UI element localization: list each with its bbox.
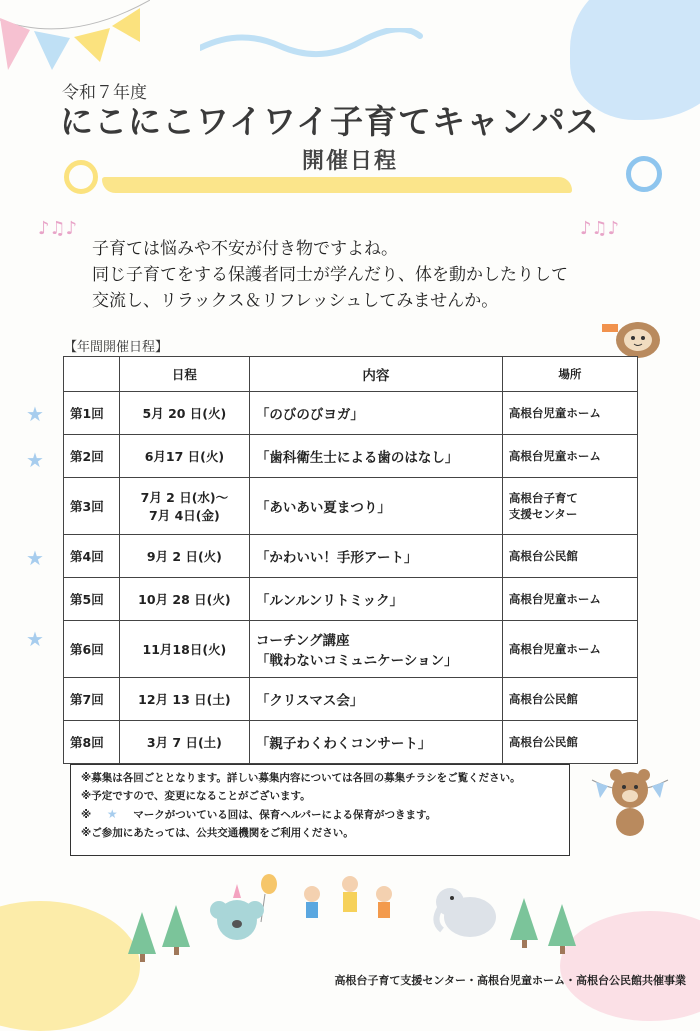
music-notes-icon: ♪♫♪ (38, 218, 78, 239)
table-row (64, 435, 638, 478)
tree-trunk (522, 940, 527, 948)
cell-date-line: 11月18日(火) (142, 642, 227, 657)
header-date: 日程 (119, 357, 249, 392)
cell-content (249, 721, 502, 764)
note-line: ※ご参加にあたっては、公共交通機関をご利用ください。 (81, 827, 354, 839)
tree-trunk (140, 954, 145, 962)
star-icon: ★ (94, 807, 130, 821)
star-icon: ★ (26, 448, 44, 472)
cell-session-number: 第2回 (64, 435, 120, 478)
cell-place-line: 高根台児童ホーム (508, 406, 601, 420)
decor-yellow-blob (0, 901, 140, 1031)
table-row (64, 621, 638, 678)
cell-content (249, 435, 502, 478)
note-prefix: ※ (81, 809, 92, 821)
cell-content-line: 「親子わくわくコンサート」 (255, 736, 432, 752)
intro-text (92, 236, 568, 314)
cell-date (119, 435, 249, 478)
cell-date-line: 9月 2 日(火) (146, 549, 222, 564)
bear-illustration (590, 760, 670, 840)
cell-date-line: 7月 2 日(水)～ (140, 490, 229, 505)
fiscal-year: 令和７年度 (62, 83, 147, 103)
cell-content-line: 「ルンルンリトミック」 (255, 593, 404, 609)
cell-session-number: 第7回 (64, 678, 120, 721)
tree-trunk (174, 947, 179, 955)
cell-date-line: 6月17 日(火) (144, 449, 225, 464)
cell-date-line: 10月 28 日(火) (138, 592, 231, 607)
cell-date-line: 5月 20 日(火) (142, 406, 227, 421)
brush-underline (102, 177, 572, 193)
star-icon: ★ (26, 546, 44, 570)
cell-place-line: 高根台子育て (508, 491, 578, 505)
intro-line: 子育ては悩みや不安が付き物ですよね。 (92, 239, 398, 259)
cell-content-line: 「戦わないコミュニケーション」 (255, 653, 458, 669)
cell-content (249, 478, 502, 535)
cell-date (119, 535, 249, 578)
children-illustration (298, 872, 403, 932)
cell-content (249, 578, 502, 621)
cell-date (119, 578, 249, 621)
cell-place (502, 578, 637, 621)
cell-content-line: 「クリスマス会」 (255, 693, 364, 709)
cell-place-line: 高根台公民館 (508, 735, 578, 749)
cell-place (502, 435, 637, 478)
table-row (64, 578, 638, 621)
note-line (81, 805, 559, 824)
page-title: にこにこワイワイ子育てキャンパス (60, 102, 600, 141)
tree-illustration (510, 898, 538, 940)
intro-line: 同じ子育てをする保護者同士が学んだり、体を動かしたりして (92, 265, 568, 285)
cell-date (119, 478, 249, 535)
elephant-illustration (430, 872, 510, 952)
cell-date-line: 7月 4日(金) (149, 508, 220, 523)
cell-content-line: 「かわいい！手形アート」 (255, 550, 418, 566)
table-row (64, 535, 638, 578)
table-header-row (64, 357, 638, 392)
table-row (64, 678, 638, 721)
tree-illustration (128, 912, 156, 954)
cell-date-line: 3月 7 日(土) (146, 735, 222, 750)
decor-pink-blob (560, 911, 700, 1021)
cell-content-line: 「のびのびヨガ」 (255, 407, 364, 423)
cell-place-line: 支援センター (508, 507, 578, 521)
header-number (64, 357, 120, 392)
tree-trunk (560, 946, 565, 954)
cell-content-line: 「あいあい夏まつり」 (255, 500, 391, 516)
cell-place-line: 高根台公民館 (508, 549, 578, 563)
cell-place-line: 高根台児童ホーム (508, 592, 601, 606)
footer-organizers: 高根台子育て支援センター・高根台児童ホーム・高根台公民館共催事業 (334, 974, 686, 987)
koala-illustration (205, 872, 285, 952)
cell-date (119, 721, 249, 764)
cell-session-number: 第6回 (64, 621, 120, 678)
header-place: 場所 (502, 357, 637, 392)
cell-session-number: 第8回 (64, 721, 120, 764)
cell-session-number: 第1回 (64, 392, 120, 435)
cell-date (119, 621, 249, 678)
cell-place (502, 478, 637, 535)
notes-box (70, 764, 570, 856)
schedule-table (63, 356, 638, 764)
intro-line: 交流し、リラックス＆リフレッシュしてみませんか。 (92, 291, 499, 311)
cell-session-number: 第4回 (64, 535, 120, 578)
cell-content-line: コーチング講座 (255, 633, 350, 649)
cell-place-line: 高根台公民館 (508, 692, 578, 706)
cell-place-line: 高根台児童ホーム (508, 449, 601, 463)
cell-date (119, 392, 249, 435)
cell-content (249, 392, 502, 435)
table-row (64, 478, 638, 535)
cell-content-line: 「歯科衛生士による歯のはなし」 (255, 450, 459, 466)
note-line: ※募集は各回ごととなります。詳しい募集内容については各回の募集チラシをご覧ください。 (81, 772, 521, 784)
cell-place (502, 535, 637, 578)
table-row (64, 721, 638, 764)
cell-place (502, 621, 637, 678)
wave-decoration (200, 28, 430, 68)
cell-place-line: 高根台児童ホーム (508, 642, 601, 656)
cell-place (502, 392, 637, 435)
header-content: 内容 (249, 357, 502, 392)
page-subtitle: 開催日程 (301, 149, 398, 174)
schedule-label: 【年間開催日程】 (64, 340, 169, 355)
cell-content (249, 678, 502, 721)
cell-place (502, 721, 637, 764)
note-suffix: マークがついている回は、保育ヘルパーによる保育がつきます。 (133, 809, 437, 821)
cell-content (249, 535, 502, 578)
cell-session-number: 第5回 (64, 578, 120, 621)
bunting-decoration (0, 0, 150, 80)
cell-date-line: 12月 13 日(土) (138, 692, 231, 707)
star-icon: ★ (26, 627, 44, 651)
table-row (64, 392, 638, 435)
star-icon: ★ (26, 402, 44, 426)
cell-session-number: 第3回 (64, 478, 120, 535)
music-notes-icon: ♪♫♪ (580, 218, 620, 239)
cell-content (249, 621, 502, 678)
note-line: ※予定ですので、変更になることがございます。 (81, 790, 311, 802)
tree-illustration (548, 904, 576, 946)
cell-place (502, 678, 637, 721)
cell-date (119, 678, 249, 721)
tree-illustration (162, 905, 190, 947)
